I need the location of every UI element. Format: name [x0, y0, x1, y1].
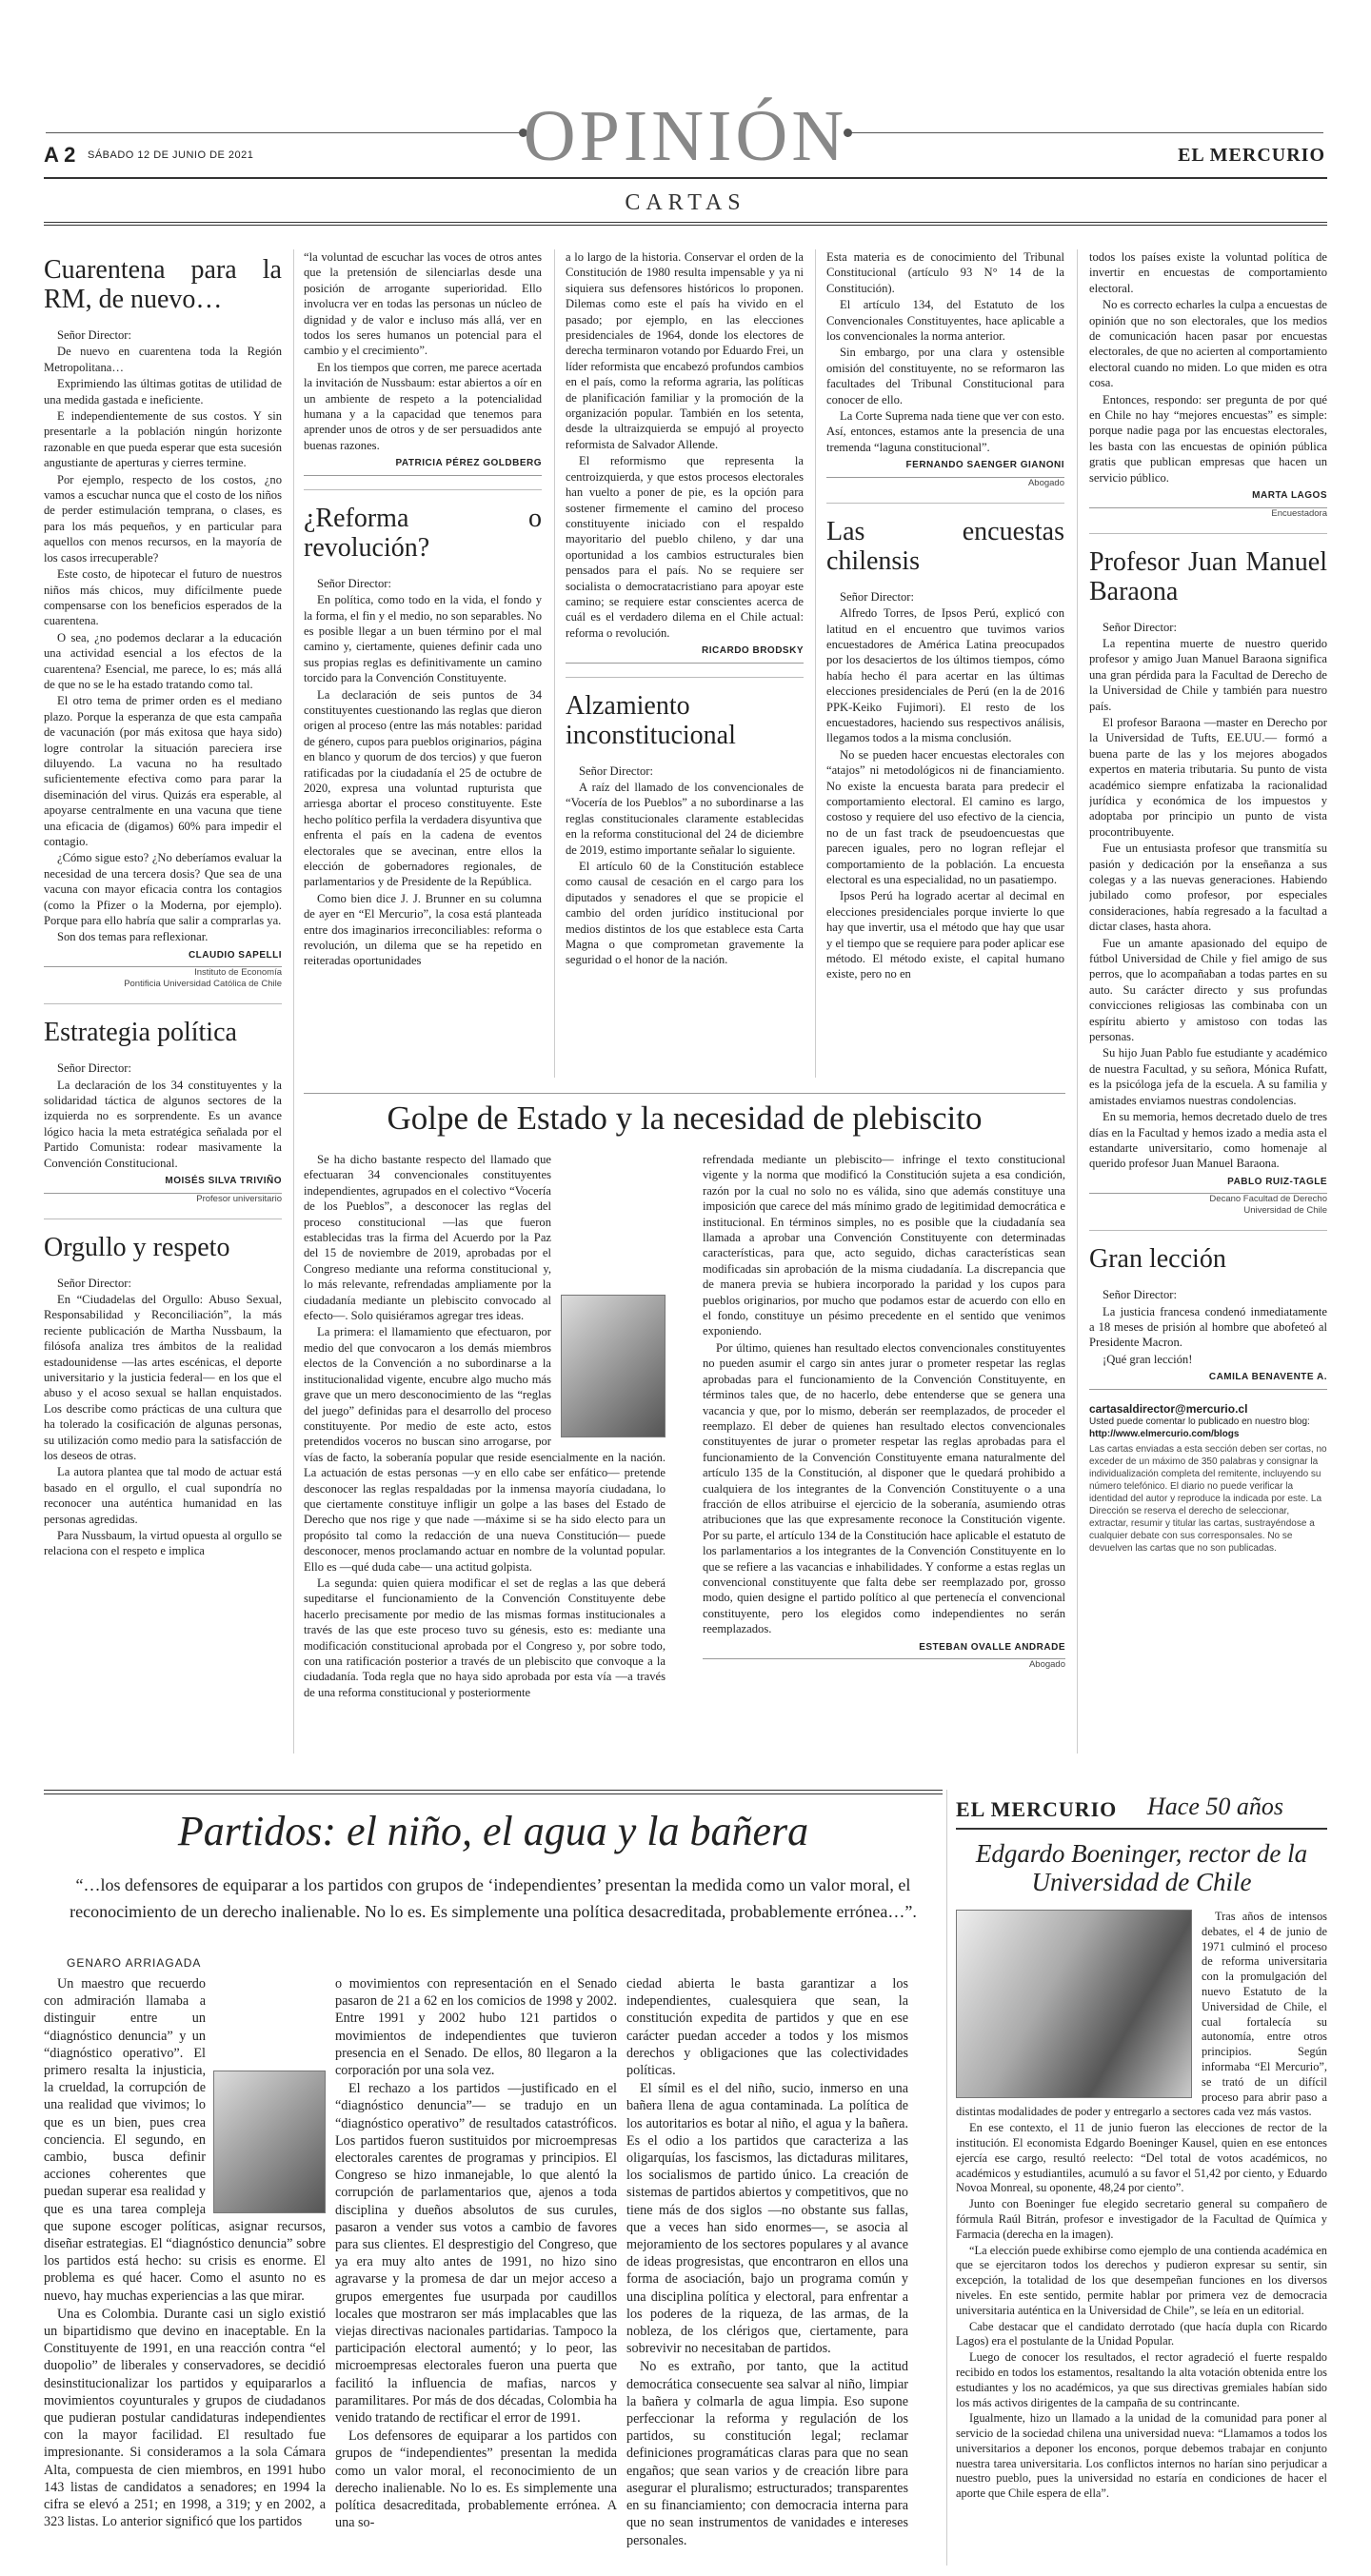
- paragraph: Igualmente, hizo un llamado a la unidad de la comunidad para poner al servicio de la sociedad chilena una universidad nueva: “Llamamos a todos los universitarios a deponer los enconos, porque debemos trabajar en conjunto nuestra tarea universitaria. Los conflictos internos no harían sino perjudicar a nuestro pueblo, pues la universidad no estaría en condiciones de hacer el aporte que Chile espera de ella”.: [956, 2411, 1327, 2501]
- signature: FERNANDO SAENGER GIANONI: [826, 458, 1064, 477]
- column-1: [44, 249, 282, 1763]
- affiliation: Pontificia Universidad Católica de Chile: [124, 979, 282, 990]
- author-photo: [561, 1295, 666, 1437]
- paragraph: En su memoria, hemos decretado duelo de tres días en la Facultad y hemos izado a media asta el estandarte universitario, como homenaje al querido profesor Juan Manuel Baraona.: [1089, 1110, 1327, 1171]
- letter-cuarentena: [44, 255, 282, 990]
- hace50-rule: [956, 1828, 1327, 1830]
- paragraph: o movimientos con representación en el Senado pasaron de 21 a 62 en los comicios de 1998 y 2002. Entre 1991 y 2002 hubo 121 partidos o movimientos de independientes que tuvieron presencia en el Senado. De ellos, 80 llegaron a la corporación por una sola vez.: [335, 1976, 617, 2079]
- separator: [1089, 533, 1327, 534]
- header-rule: [44, 177, 1327, 179]
- signature: RICARDO BRODSKY: [566, 644, 804, 663]
- paragraph: Entonces, respondo: ser pregunta de por qué en Chile no hay “mejores encuestas” es simple: porque nadie paga por las encuestas electorales, les basta con las encuestas de opinión pública gratis que publican empresas que hacen un servicio público.: [1089, 392, 1327, 485]
- paragraph: ¡Qué gran lección!: [1103, 1352, 1193, 1366]
- separator: [304, 489, 542, 490]
- headline: Profesor Juan Manuel Baraona: [1089, 546, 1327, 606]
- paragraph: El símil es el del niño, sucio, inmerso en una bañera llena de agua contaminada. La política de los autoritarios es botar al niño, el agua y la bañera. Es el odio a los partidos que caracteriza a las oligarquías, los fascismos, las dictaduras militares, los socialismos de partido único. La creación de sistemas de partidos abiertos y competitivos, que no tiene más de dos siglos —no obstante sus fallas, que a veces han sido enormes—, se asocia al mejoramiento de los sectores populares y al avance de ideas progresistas, que encontraron en ellos una forma de asociación, bajo un programa común y una disciplina política y electoral, para enfrentar a los poderes de la riqueza, de las armas, de la nobleza, de los clérigos que, ciertamente, para sobrevivir no necesitaban de partidos.: [626, 2081, 908, 2357]
- paragraph: La justicia francesa condenó inmediatamente a 18 meses de prisión al hombre que abofeteó al Presidente Macron.: [1089, 1304, 1327, 1350]
- section-title: OPINIÓN: [523, 96, 848, 176]
- cartas-rule: [44, 222, 1327, 223]
- salute: Señor Director:: [317, 576, 391, 590]
- hace50-tag: Hace 50 años: [1147, 1793, 1283, 1820]
- paragraph: El reformismo que representa la centroizquierda, y que estos procesos electorales han vuelto a poner de pie, es la opción para sostener firmemente el camino del proceso constituyente iniciado con el respaldo mayoritario del pueblo chileno, y dar una oportunidad a los cambios estructurales bien pensados para el país. No se requiere ser socialista o democratacristiano para apoyar este camino; se requiere estar conscientes acerca de cuál es el verdadero dilema en el Chile actual: reforma o revolución.: [566, 454, 804, 640]
- signature: ESTEBAN OVALLE ANDRADE: [703, 1640, 1065, 1659]
- paragraph: La repentina muerte de nuestro querido profesor y amigo Juan Manuel Baraona significa una gran pérdida para la Facultad de Derecho de la Universidad de Chile y también para nuestro país.: [1089, 636, 1327, 713]
- paragraph: Como bien dice J. J. Brunner en su columna de ayer en “El Mercurio”, la cosa está planteada entre dos imaginarios irreconciliables: reforma o revolución, un dilema que se ha repetido en reiteradas oportunidades: [304, 891, 542, 968]
- signature: CLAUDIO SAPELLI: [44, 948, 282, 967]
- column-3-top: [566, 249, 804, 1087]
- headline: Estrategia política: [44, 1018, 237, 1048]
- signature: CAMILA BENAVENTE A.: [1089, 1370, 1327, 1389]
- paragraph: todos los países existe la voluntad política de invertir en encuestas de comportamiento electoral.: [1089, 250, 1327, 295]
- author-photo: [213, 2071, 326, 2213]
- masthead: EL MERCURIO: [1178, 145, 1325, 166]
- salute: Señor Director:: [57, 1276, 131, 1290]
- bottom-section-rule: [44, 1790, 943, 1791]
- partidos-col-2: [335, 1975, 617, 2566]
- column-divider: [293, 249, 294, 1754]
- paragraph: La segunda: quien quiera modificar el set de reglas a las que deberá supeditarse el funcionamiento de la Convención Constituyente debe hacerlo precisamente por medio de las mismas formas institucionales a través de las que este proceso tuvo su génesis, esto es: mediante una modificación constitucional aprobada por el Congreso y, por sobre todo, con una ratificación posterior a través de un plebiscito que convoque a la ciudadanía. Toda regla que no haya sido aprobada por esta vía —a través de una reforma constitucional y posteriormente: [304, 1575, 666, 1699]
- blog-link[interactable]: http://www.elmercurio.com/blogs: [1089, 1428, 1240, 1439]
- golpe-headline: Golpe de Estado y la necesidad de plebiscito: [387, 1100, 983, 1137]
- salute: Señor Director:: [1103, 620, 1177, 634]
- paragraph: “la voluntad de escuchar las voces de otros antes que la pretensión de silenciarlas desde una posición de arrogante superioridad. Ello involucra ver en todas las personas un núcleo de dignidad y de valor e incluso más allá, ver en todos los seres humanos un potencial para el cambio y el crecimiento”.: [304, 250, 542, 358]
- paragraph: Ipsos Perú ha logrado acertar al decimal en elecciones presidenciales porque invierte lo que hay que invertir, usa el método que hay que usar y el tiempo que se requiere para poder aplicar ese método. El método existe, el capital humano existe, pero no en: [826, 889, 1064, 981]
- headline: Alzamiento inconstitucional: [566, 690, 736, 750]
- paragraph: Este costo, de hipotecar el futuro de nuestros niños más chicos, muy difícilmente puede compensarse con los beneficios esperados de la cuarentena.: [44, 567, 282, 628]
- paragraph: ciedad abierta le basta garantizar a los independientes, cualesquiera que sean, la constitución expedita de partidos y que en ese carácter puedan acceder a todos y los mismos derechos y obligaciones que las colectividades políticas.: [626, 1976, 908, 2079]
- column-divider: [1077, 249, 1078, 1754]
- salute: Señor Director:: [57, 1061, 131, 1076]
- column-5: [1089, 249, 1327, 1763]
- paragraph: Junto con Boeninger fue elegido secretario general su compañero de fórmula Raúl Bitrán, profesor e investigador de la Facultad de Química y Farmacia (derecha en la imagen).: [956, 2197, 1327, 2241]
- salute: Señor Director:: [579, 763, 653, 778]
- paragraph: No es correcto echarles la culpa a encuestas de opinión que no son electorales, que los medios de comunicación hacen pasar por encuestas electorales, de que no acierten al comportamiento electoral cuando no miden. Lo que miden es otra cosa.: [1089, 298, 1327, 390]
- paragraph: Exprimiendo las últimas gotitas de utilidad de una medida gastada e ineficiente.: [44, 377, 282, 406]
- paragraph: El profesor Baraona —master en Derecho por la Universidad de Tufts, EE.UU.— formó a buena parte de las y los mejores abogados expertos en materia tributaria. Su punto de vista académico siempre enfatizaba la racionalidad jurídica y económica de los impuestos y adoptaba por principio un punto de vista procontribuyente.: [1089, 715, 1327, 839]
- paragraph: La Corte Suprema nada tiene que ver con esto. Así, entonces, estamos ante la presencia de una tremenda “laguna constitucional”.: [826, 409, 1064, 454]
- affiliation: Profesor universitario: [196, 1193, 282, 1204]
- blog-note: Usted puede comentar lo publicado en nuestro blog:: [1089, 1416, 1310, 1427]
- letter-orgullo: [44, 1233, 282, 1559]
- hace50-body: [956, 1910, 1327, 2557]
- page-date: SÁBADO 12 DE JUNIO DE 2021: [88, 149, 254, 161]
- paragraph: La declaración de los 34 constituyentes y la solidaridad táctica de algunos sectores de la izquierda no es sorprendente. Es un avance lógico hacia la meta estratégica señalada por el Partido Comunista: rodear masivamente la Convención Constitucional.: [44, 1078, 282, 1170]
- column-divider: [815, 249, 816, 1078]
- paragraph: Sin embargo, por una clara y ostensible omisión del constituyente, no se reformaron las facultades del Tribunal Constitucional para conocer de ello.: [826, 346, 1064, 406]
- paragraph: Por último, quienes han resultado electos convencionales constituyentes no pueden asumir el cargo sin antes jurar o prometer respetar las reglas aprobadas para el funcionamiento de la Convención Constituyente, en términos tales que, de no hacerlo, debe entenderse que se genera una vacancia y que, por lo mismo, deberán ser reemplazados, de proceder el reemplazo. El deber de quienes han resultado electos convencionales constituyentes de jurar o prometer respetar las reglas aprobadas para el funcionamiento de la Convención Constituyente emana naturalmente del artículo 135 de la Constitución, al disponer que le quedará prohibido a cualquiera de los integrantes de la Convención Constituyente o a una fracción de ellos atribuirse el ejercicio de la soberanía, asumiendo otras atribuciones que las que expresamente reconoce la Constitución vigente. Por su parte, el artículo 134 de la Constitución hace aplicable el estatuto de los parlamentarios a los integrantes de la Convención Constituyente en lo que se refiere a las vacancias e inhabilidades. Y conforme a estas reglas un convencional constituyente que falta debe ser reemplazado por, grosso modo, quien designe el partido político al que pertenecía el convencional constituyente, pero los elegidos como independientes no serán reemplazados.: [703, 1340, 1065, 1636]
- partidos-headline: Partidos: el niño, el agua y la bañera: [177, 1808, 809, 1854]
- paragraph: Fue un entusiasta profesor que transmitía su pasión y dedicación por la enseñanza a sus colegas y a las nuevas generaciones. Habiendo jubilado como profesor, por especiales consideraciones, había regresado a la facultad a dictar clases, hasta ahora.: [1089, 842, 1327, 934]
- paragraph: El artículo 134, del Estatuto de los Convencionales Constituyentes, hace aplicable a los convencionales la norma anterior.: [826, 298, 1064, 344]
- separator: [826, 503, 1064, 504]
- paragraph: Son dos temas para reflexionar.: [57, 930, 209, 944]
- column-2-top: [304, 249, 542, 1087]
- signature: PATRICIA PÉREZ GOLDBERG: [304, 456, 542, 475]
- affiliation: Universidad de Chile: [1243, 1205, 1327, 1217]
- affiliation: Abogado: [1027, 477, 1064, 488]
- paragraph: Una es Colombia. Durante casi un siglo existió un bipartidismo que devino en inaceptable. En la Constituyente de 1991, en una reacción contra “el duopolio” de liberales y conservadores, se decidió desinstitucionalizar los partidos y equipararlos a movimientos coyunturales y grupos de ciudadanos que pudieran postular candidaturas independientes con la mayor facilidad. El resultado fue impresionante. Si consideramos a la sola Cámara Alta, compuesta de cien miembros, en 1991 hubo 143 listas de candidatos a senadores; en 1994 la cifra se elevó a 251; en 1998, a 319; y en 2002, a 323 listas. Lo anterior significó que los partidos: [44, 2306, 326, 2530]
- submission-rules: Las cartas enviadas a esta sección deben ser cortas, no exceder de un máximo de 350 palabras y consignar la individualización completa del remitente, incluyendo su número telefónico. El diario no puede verificar la identidad del autor y reproduce la indicada por este. La Dirección se reserva el derecho de seleccionar, extractar, resumir y titular las cartas, sustrayéndose a cualquier debate con sus corresponsales. No se devuelven las cartas que no son publicadas.: [1089, 1443, 1327, 1554]
- paragraph: La primera: el llamamiento que efectuaron, por medio del que convocaron a los demás miembros electos de la Convención a no subordinarse a la institucionalidad vigente, encubre algo mucho más grave que un mero desconocimiento de las “reglas del juego” definidas para el desarrollo del proceso constituyente. Por medio de este acto, estos pretendidos voceros no buscan sino arrogarse, por vías de facto, la soberanía popular que reside esencialmente en la nación. La actuación de estas personas —y en ello cabe ser enfático— pretende desconocer las reglas respaldadas por la inmensa mayoría ciudadana, lo que ciertamente constituye infligir un golpe a las bases del Estado de Derecho que nos rige y que nade —máxime si se ha sido electo para un propósito tal como la redacción de una nueva Constitución— puede desconocer, menos proclamando actuar en nombre de la voluntad popular. Ello es —qué duda cabe— una actitud golpista.: [304, 1325, 666, 1574]
- hace50-headline: Edgardo Boeninger, rector de la Universidad de Chile: [975, 1839, 1308, 1896]
- affiliation: Abogado: [1028, 1659, 1065, 1670]
- partidos-col-3: [626, 1975, 908, 2566]
- paragraph: En política, como todo en la vida, el fondo y la forma, el fin y el medio, no son separables. No es posible llegar a un buen término por el mal camino y, ciertamente, quienes definir cada uno sus propias reglas es definitivamente un camino torcido para la Convención Constituyente.: [304, 593, 542, 685]
- bottom-section-rule-2: [44, 1793, 943, 1794]
- partidos-pullquote: “…los defensores de equiparar a los partidos con grupos de ‘independientes’ presentan la medida como un valor moral, el reconocimiento de un derecho inalienable. No lo es. Es simplemente una política desacreditada, probablemente errónea…”.: [70, 1875, 917, 1921]
- paragraph: Para Nussbaum, la virtud opuesta al orgullo se relaciona con el respeto e implica: [44, 1529, 282, 1558]
- affiliation: Encuestadora: [1271, 507, 1327, 519]
- separator: [44, 1003, 282, 1004]
- paragraph: El artículo 60 de la Constitución establece como causal de cesación en el cargo para los diputados y senadores el que se propicie el cambio del orden jurídico institucional por medios distintos de los que establece esta Carta Magna o que comprometan gravemente la seguridad o el honor de la nación.: [566, 860, 804, 967]
- paragraph: No es extraño, por tanto, que la actitud democrática consecuente sea salvar al niño, limpiar la bañera y colmarla de agua limpia. Eso supone perfeccionar la reforma y regulación de los partidos, su constitución legal; reclamar definiciones programáticas claras para que no sean engaños; que sean varios y de creación libre para asegurar el pluralismo; estructurados; transparentes en su financiamiento; con democracia interna para que no sean instrumentos de vanidades e intereses personales.: [626, 2359, 908, 2548]
- salute: Señor Director:: [57, 328, 131, 342]
- paragraph: “La elección puede exhibirse como ejemplo de una contienda académica en que se ejercitaron todos los derechos y pudieron expresar su sentir, sin excepción, la totalidad de los que desempeñan funciones en los diversos niveles. En este sentido, permite hablar por primera vez de democracia universitaria auténtica en la Universidad de Chile”, se leía en un editorial.: [956, 2243, 1327, 2317]
- column-4-top: [826, 249, 1064, 1087]
- golpe-col-2: [703, 1152, 1065, 1761]
- paragraph: O sea, ¿no podemos declarar a la educación una actividad esencial a los efectos de la cuarentena? Esencial, me parece, lo es; más allá de que no se le ha estado tratando como tal.: [44, 630, 282, 691]
- paragraph: refrendada mediante un plebiscito— infringe el texto constitucional vigente y la norma que modificó la Constitución sujeta a esa condición, razón por la cual no solo no es válida, sino que además constituye una imposición que carece del más mínimo grado de legitimidad democrática e institucional. En términos simples, no es posible que la ciudadanía sea llamada a aprobar una Convención Constituyente con determinadas características, para que, acto seguido, dichas características sean modificadas sin aprobación de la misma ciudadanía. La discrepancia que de manera previa se hubiera incorporado la paridad y los cupos para pueblos originarios, por mucho que podamos estar de acuerdo con ello en el fondo, constituye un pésimo precedente en el sentido que venimos exponiendo.: [703, 1153, 1065, 1338]
- paragraph: Un maestro que recuerdo con admiración llamaba a distinguir entre un “diagnóstico denuncia” y un “diagnóstico operativo”. El primero resalta la injusticia, la crueldad, la corrupción de una realidad que vivimos; lo que es un bien, pues crea conciencia. El segundo, en cambio, busca definir acciones coherentes que puedan superar esa realidad y que es una tarea compleja que supone escoger políticas, asignar recursos, diseñar estrategias. El “diagnóstico denuncia” sobre los partidos está hecho: su crisis es enorme. El problema es qué hacer. Como el asunto no es nuevo, hay muchas experiencias a las que mirar.: [44, 1976, 326, 2304]
- paragraph: Alfredo Torres, de Ipsos Perú, explicó con latitud en el encuentro que tuvimos varios encuestadores de América Latina preocupados por los desaciertos de los últimos tiempos, cómo había hecho él para acertar en las últimas elecciones presidenciales de Perú (en la de 2016 PPK-Keiko Fujimori). El resto de los encuestadores, haciendo sus respectivos análisis, llegamos todos a la misma conclusión.: [826, 606, 1064, 745]
- separator: [1089, 1230, 1327, 1231]
- paragraph: No se pueden hacer encuestas electorales con “atajos” ni metodológicos ni de financiamiento. No existe la encuesta barata para predecir el comportamiento electoral. El camino es largo, costoso y requiere del uso efectivo de la ciencia, no de un fast track de pseudoencuestas que parecen iguales, pero no logran reflejar el comportamiento de la población. La encuesta electoral es una especialidad, no un pasatiempo.: [826, 747, 1064, 886]
- golpe-rule-top: [304, 1093, 1065, 1094]
- paragraph: Su hijo Juan Pablo fue estudiante y académico de nuestra Facultad, y su señora, Mónica Rufatt, es la psicóloga jefa de la escuela. A su familia y amistades enviamos nuestras condolencias.: [1089, 1046, 1327, 1107]
- paragraph: El otro tema de primer orden es el mediano plazo. Porque la esperanza de que esta campaña de vacunación (por más exitosa que haya sido) logre controlar la situación pareciera irse diluyendo. La vacuna no ha resultado suficientemente efectiva como para parar la diseminación del virus. Quizás era esperable, al apoyarse centralmente en una vacuna que tiene una eficacia de (digamos) 60% para impedir el contagio.: [44, 694, 282, 848]
- golpe-col-1: [304, 1152, 666, 1761]
- paragraph: La autora plantea que tal modo de actuar está basado en el orgullo, el cual supondría no reconocer una auténtica humanidad en las personas agredidas.: [44, 1465, 282, 1526]
- paragraph: ¿Cómo sigue esto? ¿No deberíamos evaluar la necesidad de una tercera dosis? Que sea de una vacuna con mayor eficacia contra los contagios (como la Pfizer o la Moderna, por ejemplo). Porque para ello habría que salir a comprarlas ya.: [44, 851, 282, 928]
- paragraph: En “Ciudadelas del Orgullo: Abuso Sexual, Responsabilidad y Reconciliación”, la más reciente publicación de Martha Nussbaum, la filósofa analiza tres ámbitos de la realidad estadounidense —las artes escénicas, el deporte universitario y la justicia federal— en los que el abuso y el acoso sexual se hallan enquistados. Los describe como prácticas de una cultura que ha tolerado la cosificación de algunas personas, su utilización como medio para la satisfacción de los deseos de otras.: [44, 1292, 282, 1462]
- salute: Señor Director:: [1103, 1288, 1177, 1302]
- column-divider: [554, 249, 555, 1078]
- hace50-brand: EL MERCURIO: [956, 1797, 1118, 1821]
- salute: Señor Director:: [840, 589, 914, 604]
- separator: [566, 677, 804, 678]
- paragraph: E independientemente de sus costos. Y sin presentarle a la población ningún horizonte razonable en que pueda esperar que esta sucesión angustiante de aperturas y cierres termine.: [44, 409, 282, 470]
- letter-estrategia: [44, 1018, 282, 1204]
- paragraph: Cabe destacar que el candidato derrotado (que hacía dupla con Ricardo Lagos) era el postulante de la Unidad Popular.: [956, 2319, 1327, 2348]
- signature: MARTA LAGOS: [1089, 488, 1327, 507]
- paragraph: El rechazo a los partidos —justificado en el “diagnóstico denuncia”— se tradujo en un “diagnóstico operativo” de resultados catastróficos. Los partidos fueron sustituidos por microempresas electorales carentes de programas y principios. El Congreso se hizo inmanejable, lo que alentó la corrupción de parlamentarios que, ajenos a toda disciplina y dueños absolutos de sus curules, pasaron a vender sus votos a cambio de favores para sus clientes. El desprestigio del Congreso, que ya era muy alto antes de 1991, no hizo sino agravarse y la promesa de dar un mejor acceso a grupos emergentes fue usurpada por caudillos locales que mostraron ser más implacables que las viejas directivas nacionales partidarias. Tampoco la participación electoral aumentó; y lo peor, las microempresas electorales fueron una puerta que facilitó la influencia de mafias, narcos y paramilitares. Por más de dos décadas, Colombia ha venido tratando de rectificar el error de 1991.: [335, 2081, 617, 2427]
- paragraph: De nuevo en cuarentena toda la Región Metropolitana…: [44, 345, 282, 374]
- archive-photo: [956, 1910, 1192, 2098]
- affiliation: Decano Facultad de Derecho: [1209, 1194, 1327, 1205]
- subsection-title: CARTAS: [625, 190, 746, 215]
- paragraph: Por ejemplo, respecto de los costos, ¿no vamos a escuchar nunca que el costo de los niños de perder estimulación temprana, o clases, es para los más pequeños, y en particular para aquellos con menos recursos, en la mayoría de los casos irrecuperable?: [44, 472, 282, 565]
- paragraph: Luego de conocer los resultados, el rector agradeció el fuerte respaldo recibido en todos los estamentos, resaltando la alta votación obtenida entre los estudiantes y los no académicos, ya que sus directivas gremiales habían sido los más activos dirigentes de la campaña de su contrincante.: [956, 2350, 1327, 2409]
- paragraph: En los tiempos que corren, me parece acertada la invitación de Nussbaum: estar abiertos a oír en un ambiente de respeto a la potencialidad humana y a la capacidad que tenemos para aprender unos de otros y de ser persuadidos ante buenas razones.: [304, 360, 542, 452]
- contact-email[interactable]: cartasaldirector@mercurio.cl: [1089, 1401, 1248, 1416]
- signature: PABLO RUIZ-TAGLE: [1089, 1175, 1327, 1194]
- paragraph: Tras años de intensos debates, el 4 de junio de 1971 culminó el proceso de reforma universitaria con la promulgación del nuevo Estatuto de la Universidad de Chile, el cual fortalecía su autonomía, entre otros principios. Según informaba “El Mercurio”, se trató de un difícil proceso para abrir paso a distintas modalidades de poder y entregarlo a sectores cada vez más vastos.: [956, 1910, 1327, 2119]
- paragraph: La declaración de seis puntos de 34 constituyentes cuestionando las reglas que dieron origen al proceso (entre las más notables: paridad de género, cupos para pueblos originarios, página en blanco y quorum de dos tercios) y que fueron ratificadas por la ciudadanía el 25 de octubre de 2020, expresa una voluntad rupturista que arriesga abortar el proceso constituyente. Este hecho político perfila la verdadera disyuntiva que enfrenta el país en la cadena de eventos electorales que se avecinan, entre ellos la elección de gobernadores regionales, de parlamentarios y de Presidente de la República.: [304, 687, 542, 889]
- page-number: A 2: [44, 143, 76, 167]
- paragraph: Se ha dicho bastante respecto del llamado que efectuaran 34 convencionales constituyentes independientes, agrupados en el colectivo “Vocería de los Pueblos”, a desconocer las reglas del proceso constitucional —las que fueron establecidas tras la firma del Acuerdo por la Paz del 15 de noviembre de 2019, aprobadas por el Congreso mediante una reforma constitucional y, lo más relevante, refrendadas ampliamente por la ciudadanía mediante un plebiscito convocado al efecto—. Solo quisiéramos agregar tres ideas.: [304, 1153, 551, 1323]
- headline: Cuarentena para la RM, de nuevo…: [44, 255, 282, 314]
- headline: Las encuestas chilensis: [826, 516, 1064, 576]
- paragraph: Fue un amante apasionado del equipo de fútbol Universidad de Chile y fiel amigo de sus perros, que lo acompañaban a todas partes en su auto. Su carácter directo y sus profundas convicciones religiosas las combinaba con un espíritu abierto y amistoso con todas las personas.: [1089, 936, 1327, 1044]
- signature: MOISÉS SILVA TRIVIÑO: [44, 1174, 282, 1193]
- paragraph: a lo largo de la historia. Conservar el orden de la Constitución de 1980 resulta impensable y ya ni siquiera sus defensores históricos lo proponen. Dilemas como este el país ha vivido en el pasado; por ejemplo, en las elecciones presidenciales de 1964, donde los electores de derecha terminaron votando por Eduardo Frei, un líder reformista que encabezó profundos cambios en el país, como la reforma agraria, las políticas de planificación familiar y la promoción de la organización popular. También en los setenta, desde la ultraizquierda se empujó al proyecto reformista de Salvador Allende.: [566, 250, 804, 451]
- partidos-col-1: [44, 1975, 326, 2566]
- paragraph: Los defensores de equiparar a los partidos con grupos de “independientes” presentan la medida como un valor moral, el reconocimiento de un derecho inalienable. No lo es. Es simplemente una política desacreditada, probablemente errónea. A una so-: [335, 2428, 617, 2531]
- affiliation: Instituto de Economía: [194, 967, 282, 979]
- partidos-author: GENARO ARRIAGADA: [67, 1956, 202, 1970]
- headline: ¿Reforma o revolución?: [304, 503, 542, 563]
- paragraph: Esta materia es de conocimiento del Tribunal Constitucional (artículo 93 N° 14 de la Constitución).: [826, 250, 1064, 295]
- headline: Gran lección: [1089, 1244, 1226, 1275]
- paragraph: A raíz del llamado de los convencionales de “Vocería de los Pueblos” a no subordinarse a las reglas constitucionales claramente establecidas en la reforma constitucional del 24 de diciembre de 2019, estimo importante señalar lo siguiente.: [566, 780, 804, 857]
- paragraph: En ese contexto, el 11 de junio fueron las elecciones de rector de la institución. El economista Edgardo Boeninger Kausel, quien en ese entonces ejercía ese cargo, resultó reelecto: “Del total de votos académicos, no académicos y estudiantiles, acumuló a su favor el 51,42 por ciento, y Eduardo Novoa Monreal, su oponente, 48,24 por ciento”.: [956, 2121, 1327, 2195]
- headline: Orgullo y respeto: [44, 1232, 230, 1262]
- cartas-rule-2: [44, 225, 1327, 226]
